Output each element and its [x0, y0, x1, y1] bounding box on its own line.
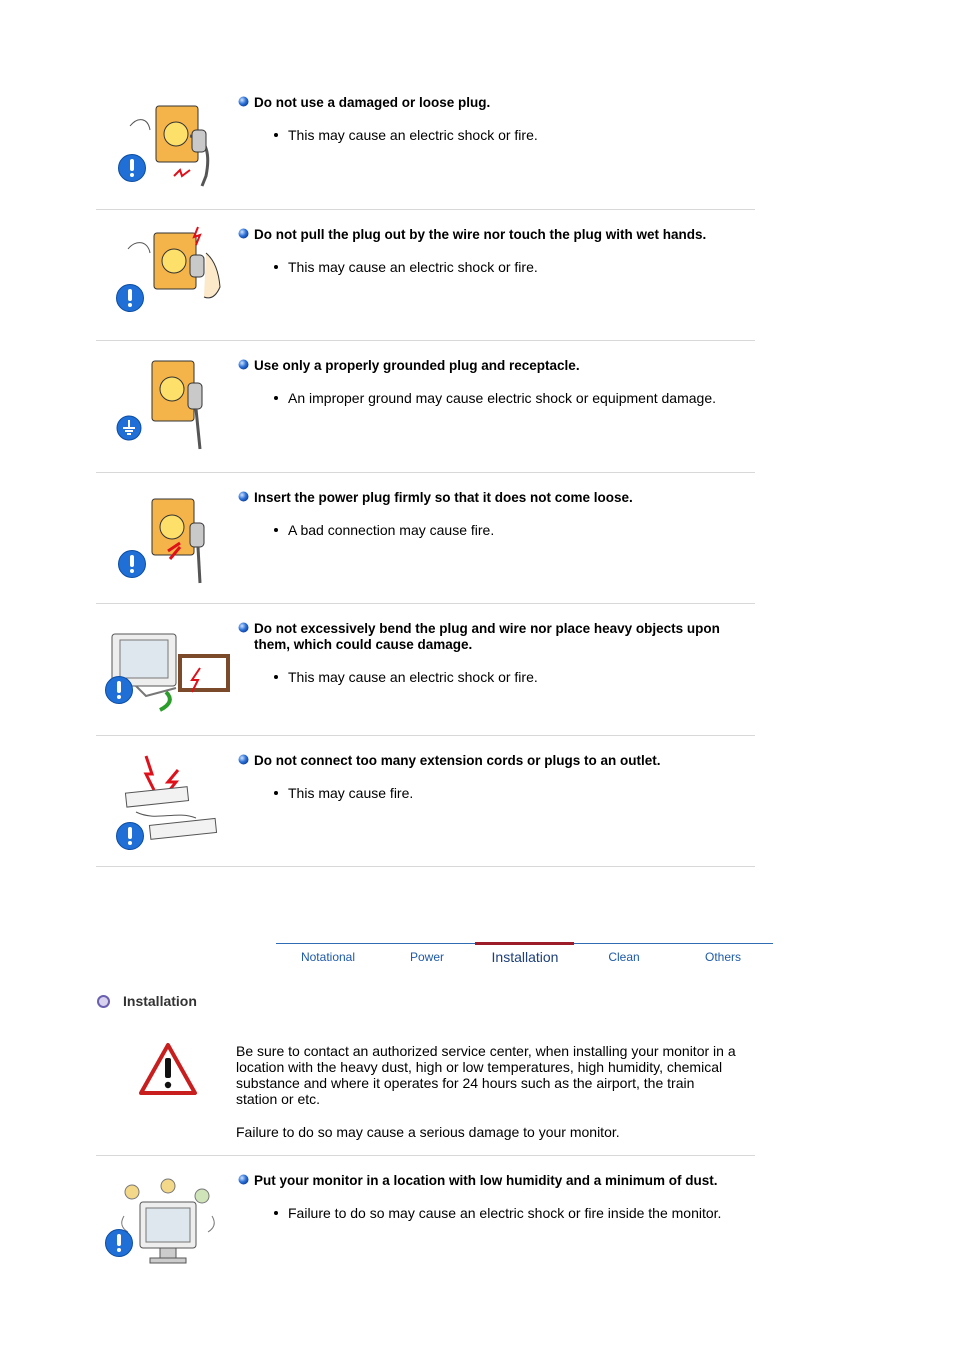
intro-line: Be sure to contact an authorized service center, when installing your monitor in a	[236, 1043, 736, 1059]
warning-icon	[118, 550, 146, 578]
bullet-dot-icon	[238, 754, 249, 765]
item-title: Use only a properly grounded plug and receptacle.	[254, 358, 580, 373]
warning-icon	[116, 822, 144, 850]
warning-icon	[116, 284, 144, 312]
safety-item	[96, 88, 755, 210]
tab-others[interactable]: Others	[704, 950, 741, 964]
safety-item	[96, 736, 755, 867]
item-title: Insert the power plug firmly so that it does not come loose.	[254, 490, 633, 505]
item-title: Do not connect too many extension cords or plugs to an outlet.	[254, 753, 661, 768]
safety-item	[96, 341, 755, 473]
safety-item	[96, 210, 755, 341]
bullet-dot-icon	[238, 228, 249, 239]
section-title: Installation	[123, 993, 197, 1009]
tab-notational[interactable]: Notational	[300, 950, 356, 964]
item-bullet: Failure to do so may cause an electric shock or fire inside the monitor.	[274, 1205, 755, 1221]
category-tabs	[276, 943, 773, 968]
bullet-dot-icon	[238, 1174, 249, 1185]
item-title: Do not use a damaged or loose plug.	[254, 95, 491, 110]
caution-triangle-icon	[138, 1042, 198, 1096]
bullet-dot-icon	[238, 359, 249, 370]
ground-icon	[116, 415, 142, 441]
intro-line: station or etc.	[236, 1091, 321, 1107]
safety-item	[96, 1156, 755, 1286]
dusty-monitor-illustration	[110, 1176, 230, 1276]
loose-plug-illustration	[110, 493, 230, 593]
safety-item	[96, 604, 755, 736]
item-bullet: An improper ground may cause electric shock or equipment damage.	[274, 390, 755, 406]
warning-icon	[118, 154, 146, 182]
bullet-dot-icon	[238, 622, 249, 633]
item-title: them, which could cause damage.	[254, 637, 473, 652]
item-title: Put your monitor in a location with low humidity and a minimum of dust.	[254, 1173, 718, 1188]
tab-clean[interactable]: Clean	[608, 950, 640, 964]
intro-text	[236, 1043, 736, 1140]
item-title: Do not excessively bend the plug and wire nor place heavy objects upon	[254, 621, 720, 636]
item-bullet: This may cause an electric shock or fire.	[274, 669, 755, 685]
tab-power[interactable]: Power	[409, 950, 444, 964]
bullet-dot-icon	[238, 491, 249, 502]
active-tab-indicator	[475, 942, 574, 945]
item-bullet: This may cause fire.	[274, 785, 755, 801]
bullet-dot-icon	[238, 96, 249, 107]
warning-icon	[105, 676, 133, 704]
safety-item	[96, 473, 755, 604]
warning-icon	[105, 1229, 133, 1257]
item-bullet: A bad connection may cause fire.	[274, 522, 755, 538]
intro-line: substance and where it operates for 24 hours such as the airport, the train	[236, 1075, 695, 1091]
section-dot-icon	[97, 995, 110, 1008]
item-bullet: This may cause an electric shock or fire.	[274, 127, 755, 143]
item-bullet: This may cause an electric shock or fire.	[274, 259, 755, 275]
intro-line: location with the heavy dust, high or low temperatures, high humidity, chemical	[236, 1059, 723, 1075]
installation-intro	[96, 1030, 755, 1156]
tab-installation[interactable]: Installation	[491, 949, 559, 965]
intro-note: Failure to do so may cause a serious damage to your monitor.	[236, 1124, 620, 1140]
item-title: Do not pull the plug out by the wire nor touch the plug with wet hands.	[254, 227, 707, 242]
bent-wire-illustration	[106, 626, 230, 726]
